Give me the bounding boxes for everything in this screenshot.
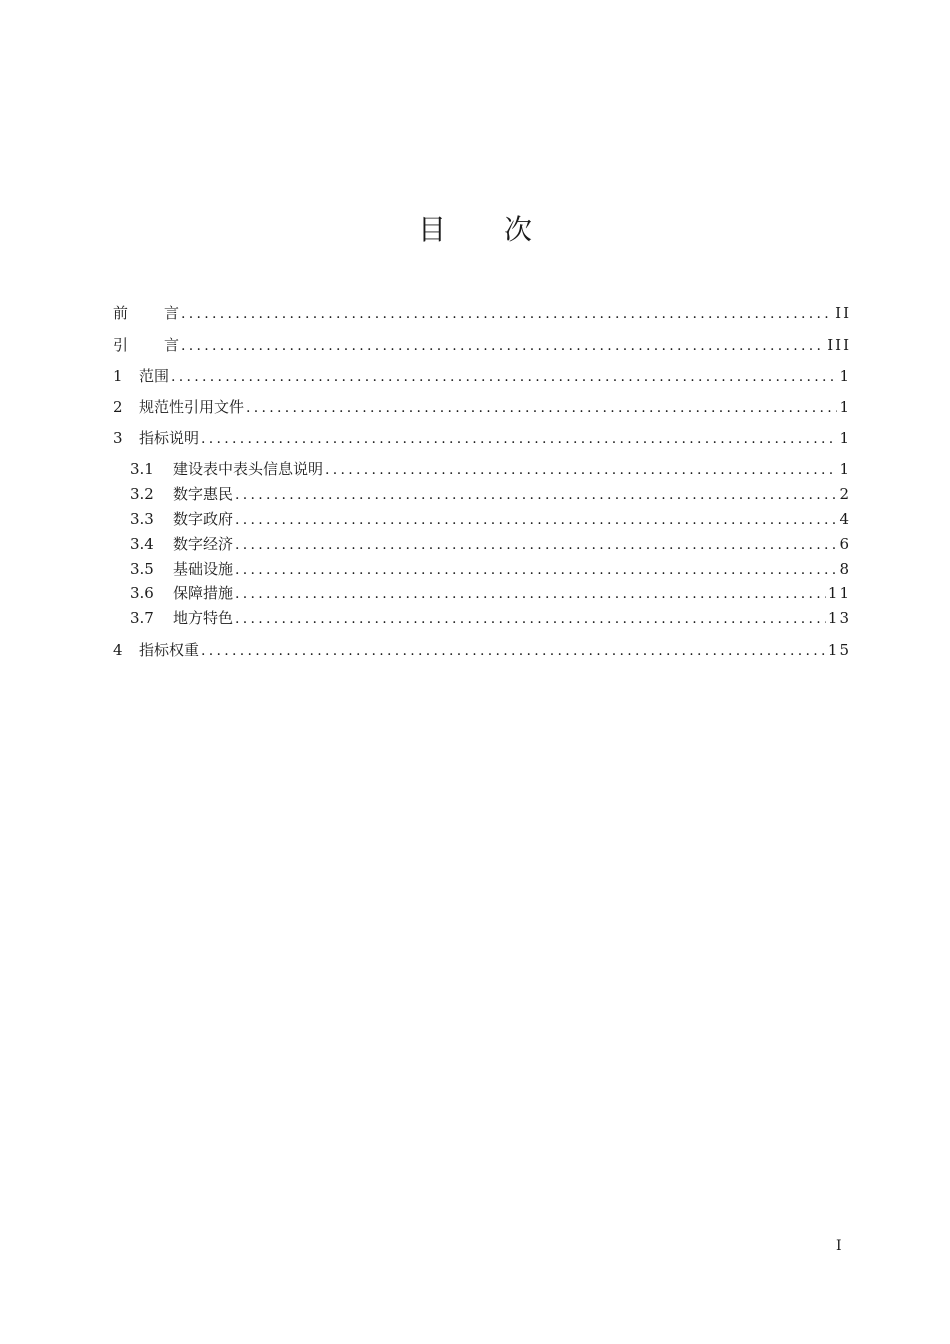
toc-title-char-2: 言 bbox=[164, 336, 180, 354]
toc-entry-3-3[interactable] bbox=[130, 507, 851, 531]
toc-entry-title: 指标说明 bbox=[139, 429, 200, 447]
toc-leader-dots bbox=[171, 365, 837, 389]
toc-leader-dots bbox=[235, 582, 826, 606]
toc-leader-dots bbox=[235, 558, 837, 582]
toc-title-char-1: 引 bbox=[113, 336, 129, 354]
toc-entry-page: 6 bbox=[839, 535, 851, 553]
toc-entry-title: 规范性引用文件 bbox=[139, 398, 245, 416]
toc-entry-number: 3.5 bbox=[130, 560, 154, 578]
toc-entry-page: 13 bbox=[827, 609, 851, 627]
toc-title-char-1: 前 bbox=[113, 304, 129, 322]
toc-entry-2[interactable] bbox=[113, 395, 851, 419]
toc-entry-foreword[interactable] bbox=[113, 301, 851, 325]
toc-entry-3[interactable] bbox=[113, 426, 851, 450]
toc-entry-number: 3.2 bbox=[130, 485, 154, 503]
toc-entry-page: 2 bbox=[839, 485, 851, 503]
toc-entry-page: 4 bbox=[839, 510, 851, 528]
toc-entry-page: 8 bbox=[839, 560, 851, 578]
toc-entry-title: 数字政府 bbox=[173, 510, 234, 528]
toc-entry-page: 1 bbox=[839, 429, 851, 447]
toc-entry-page: III bbox=[827, 336, 851, 354]
toc-entry-page: 1 bbox=[839, 398, 851, 416]
toc-leader-dots bbox=[325, 458, 837, 482]
toc-entry-title bbox=[113, 301, 179, 325]
toc-entry-number: 3.4 bbox=[130, 535, 154, 553]
toc-entry-page: 1 bbox=[839, 367, 851, 385]
toc-entry-number: 3.7 bbox=[130, 609, 154, 627]
toc-entry-title bbox=[113, 333, 179, 357]
toc-entry-title: 数字惠民 bbox=[173, 485, 234, 503]
toc-entry-title: 保障措施 bbox=[173, 584, 234, 602]
toc-entry-3-7[interactable] bbox=[130, 606, 851, 630]
toc-entry-3-4[interactable] bbox=[130, 532, 851, 556]
toc-entry-3-6[interactable] bbox=[130, 581, 851, 605]
toc-leader-dots bbox=[235, 607, 826, 631]
toc-entry-title: 数字经济 bbox=[173, 535, 234, 553]
toc-entry-title: 指标权重 bbox=[139, 641, 200, 659]
toc-entry-number: 4 bbox=[113, 641, 123, 659]
toc-leader-dots bbox=[181, 334, 825, 358]
toc-leader-dots bbox=[235, 483, 837, 507]
toc-entry-3-5[interactable] bbox=[130, 557, 851, 581]
toc-leader-dots bbox=[246, 396, 837, 420]
toc-leader-dots bbox=[235, 508, 837, 532]
toc-entry-number: 1 bbox=[113, 367, 123, 385]
toc-entry-title: 范围 bbox=[139, 367, 170, 385]
toc-entry-title: 地方特色 bbox=[173, 609, 234, 627]
page-title: 目次 bbox=[417, 213, 590, 246]
toc-entry-page: II bbox=[835, 304, 851, 322]
toc-leader-dots bbox=[181, 302, 833, 326]
toc-entry-title: 基础设施 bbox=[173, 560, 234, 578]
toc-entry-introduction[interactable] bbox=[113, 333, 851, 357]
toc-entry-number: 3.6 bbox=[130, 584, 154, 602]
toc-leader-dots bbox=[201, 639, 826, 663]
toc-entry-4[interactable] bbox=[113, 638, 851, 662]
toc-entry-title: 建设表中表头信息说明 bbox=[173, 460, 324, 478]
toc-title-char-2: 言 bbox=[164, 304, 180, 322]
toc-entry-page: 15 bbox=[827, 641, 851, 659]
toc-entry-number: 3 bbox=[113, 429, 123, 447]
toc-entry-1[interactable] bbox=[113, 364, 851, 388]
toc-entry-number: 3.3 bbox=[130, 510, 154, 528]
page-number: I bbox=[836, 1238, 842, 1254]
toc-leader-dots bbox=[235, 533, 837, 557]
toc-entry-3-2[interactable] bbox=[130, 482, 851, 506]
toc-leader-dots bbox=[201, 427, 837, 451]
toc-entry-number: 2 bbox=[113, 398, 123, 416]
toc-entry-page: 1 bbox=[839, 460, 851, 478]
toc-entry-number: 3.1 bbox=[130, 460, 154, 478]
toc-entry-3-1[interactable] bbox=[130, 457, 851, 481]
toc-entry-page: 11 bbox=[827, 584, 851, 602]
